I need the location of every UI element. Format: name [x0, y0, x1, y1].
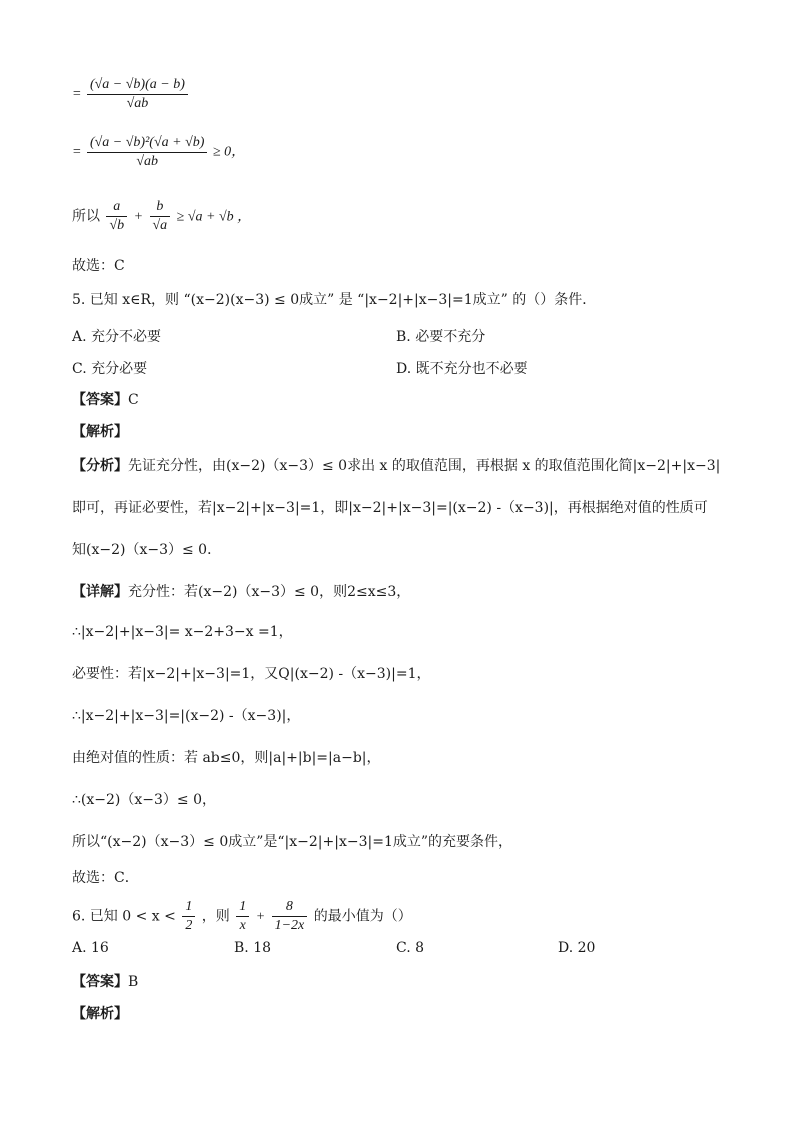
- fraction-denominator: 2: [185, 918, 193, 933]
- q5-detail-line-5: 由绝对值的性质：若 ab≤0，则|a|+|b|=|a−b|，: [72, 750, 381, 766]
- plus-sign: +: [133, 209, 144, 225]
- plus-sign: +: [255, 909, 266, 925]
- conclusion-lead: 所以: [72, 208, 100, 225]
- fraction: [150, 198, 171, 235]
- q5-detail-line-2: ∴|x−2|+|x−3|= x−2+3−x =1，: [72, 624, 293, 640]
- q5-option-d: D. 既不充分也不必要: [396, 361, 528, 377]
- equals-sign: =: [72, 144, 82, 160]
- xiangjie-tag: 【详解】: [72, 584, 128, 600]
- answer-line: 故选：C: [72, 258, 125, 274]
- q5-analysis-line: [72, 422, 128, 442]
- fraction: [236, 898, 249, 935]
- q5-detail-line-4: ∴|x−2|+|x−3|=|(x−2) -（x−3)|，: [72, 708, 301, 724]
- analysis-tag: 【解析】: [72, 1006, 128, 1022]
- q5-fenxi-line-1: [72, 456, 720, 476]
- q5-detail-line-1: [72, 582, 410, 602]
- fraction-numerator: 8: [272, 898, 308, 917]
- q5-fenxi-line-3: 知(x−2)（x−3）≤ 0．: [72, 542, 222, 558]
- fraction: [272, 898, 308, 935]
- q6-stem-part: 6. 已知 0 < x <: [72, 908, 176, 925]
- q6-option-d: D. 20: [558, 940, 596, 956]
- q6-stem-part: 的最小值为（）: [313, 908, 412, 925]
- fenxi-tag: 【分析】: [72, 458, 128, 474]
- answer-tag: 【答案】: [72, 392, 128, 408]
- equation-line-2: [72, 134, 245, 171]
- question-6-stem: [72, 898, 412, 935]
- q6-stem-part: ，则: [201, 908, 230, 925]
- equals-sign: =: [72, 86, 82, 102]
- fraction: [87, 134, 207, 171]
- q5-answer-line: [72, 390, 139, 410]
- q5-option-b: B. 必要不充分: [396, 329, 486, 345]
- fraction-denominator: x: [239, 918, 246, 933]
- fraction-denominator: √ab: [126, 96, 149, 111]
- q6-answer-line: [72, 972, 138, 992]
- answer-tag: 【答案】: [72, 974, 128, 990]
- q6-analysis-line: [72, 1004, 128, 1024]
- q5-detail-line-6: ∴(x−2)（x−3）≤ 0，: [72, 792, 216, 808]
- fraction: [106, 198, 127, 235]
- fraction-denominator: √ab: [136, 154, 159, 169]
- fraction: [87, 76, 188, 113]
- fraction-denominator: 1−2x: [274, 918, 305, 933]
- q5-detail-line-8: 故选：C．: [72, 870, 139, 886]
- inequality-suffix: ≥ 0，: [212, 144, 246, 160]
- q6-option-b: B. 18: [234, 940, 272, 956]
- q6-option-a: A. 16: [72, 940, 109, 956]
- conclusion-rhs: ≥ √a + √b ，: [176, 209, 252, 225]
- fraction-numerator: a: [106, 198, 127, 217]
- analysis-tag: 【解析】: [72, 424, 128, 440]
- fraction-numerator: (√a − √b)²(√a + √b): [87, 134, 207, 153]
- answer-value: B: [128, 974, 139, 990]
- fraction: [182, 898, 195, 935]
- q5-fenxi-line-2: 即可，再证必要性，若|x−2|+|x−3|=1，即|x−2|+|x−3|=|(x−2) -（x−3)|，再根据绝对值的性质可: [72, 500, 708, 516]
- q5-detail-line-3: 必要性：若|x−2|+|x−3|=1，又Q|(x−2) -（x−3)|=1，: [72, 666, 431, 682]
- fraction-numerator: b: [150, 198, 171, 217]
- detail-text: 充分性：若(x−2)（x−3）≤ 0，则2≤x≤3，: [128, 584, 411, 600]
- conclusion-line: [72, 198, 251, 235]
- fraction-denominator: √b: [109, 218, 125, 233]
- fraction-numerator: 1: [236, 898, 249, 917]
- fraction-numerator: 1: [182, 898, 195, 917]
- fenxi-text: 先证充分性，由(x−2)（x−3）≤ 0求出 x 的取值范围，再根据 x 的取值范围化简|x−2|+|x−3|: [128, 458, 721, 474]
- q5-option-a: A. 充分不必要: [72, 329, 162, 345]
- q5-detail-line-7: 所以“(x−2)（x−3）≤ 0成立”是“|x−2|+|x−3|=1成立”的充要条件，: [72, 834, 513, 850]
- equation-line-1: [72, 76, 190, 113]
- answer-value: C: [128, 392, 139, 408]
- q6-option-c: C. 8: [396, 940, 425, 956]
- q5-option-c: C. 充分必要: [72, 361, 148, 377]
- question-5-stem: 5. 已知 x∈R，则 “(x−2)(x−3) ≤ 0成立” 是 “|x−2|+|x−3|=1成立” 的（）条件．: [72, 292, 597, 308]
- fraction-denominator: √a: [152, 218, 168, 233]
- fraction-numerator: (√a − √b)(a − b): [87, 76, 188, 95]
